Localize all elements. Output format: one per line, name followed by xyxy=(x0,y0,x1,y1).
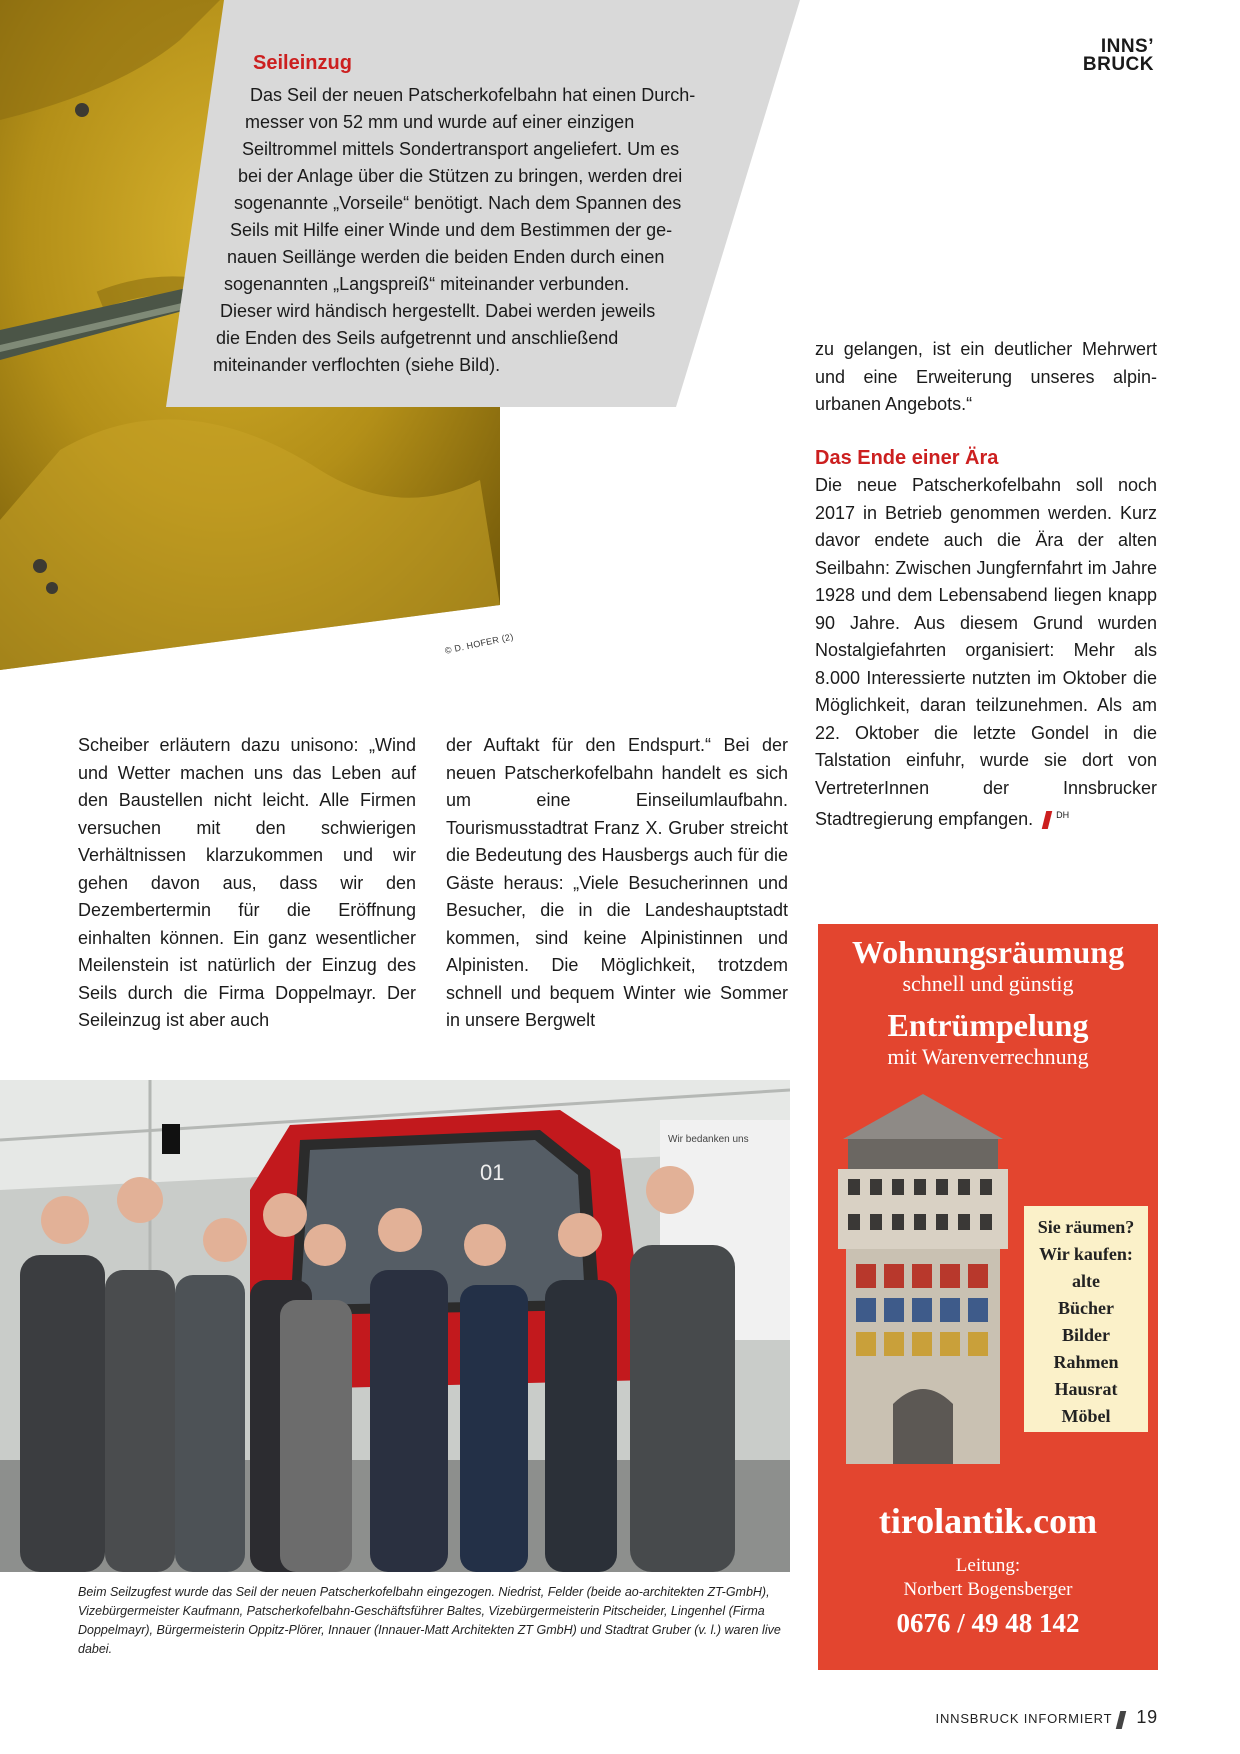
col3-section xyxy=(815,447,1157,834)
col3-text: Die neue Patscherkofelbahn soll noch 2017 in Betrieb genommen werden. Kurz davor endete auch die Ära der alten Seilbahn: Zwischen Jungfernfahrt im Jahre 1928 und dem Lebensabend liegen knapp 90 Jahre. Aus diesem Grund wurden Nostalgiefahrten organisiert: Mehr als 8.000 Interessierte nutzten im Oktober die Möglichkeit, daran teilzunehmen. Als am 22. Oktober die letzte Gondel in die Talstation einfuhr, wurde sie dort von VertreterInnen der Innsbrucker Stadtregierung empfangen. xyxy=(815,475,1157,829)
box-line: sogenannte „Vorseile“ benötigt. Nach dem Spannen des xyxy=(234,193,682,213)
box-line: nauen Seillänge werden die beiden Enden durch einen xyxy=(227,247,665,267)
tirolantik-ad[interactable] xyxy=(818,924,1158,1670)
ad-box-line: Hausrat xyxy=(1054,1379,1118,1399)
photo-credit: © D. HOFER (2) xyxy=(444,631,515,656)
box-line: Das Seil der neuen Patscherkofelbahn hat einen Durch- xyxy=(250,85,696,105)
box-line: die Enden des Seils aufgetrennt und anschließend xyxy=(216,328,619,348)
ad-box-line: Bilder xyxy=(1062,1325,1110,1345)
ad-box-line: Bücher xyxy=(1058,1298,1114,1318)
col1-text: Scheiber erläutern dazu unisono: „Wind und Wetter machen uns das Leben auf den Baustellen nicht leicht. Alle Firmen versuchen mit den schwierigen Verhältnissen klarzukommen und wir gehen davon aus, dass wir den Dezembertermin für die Eröffnung einhalten können. Ein ganz wesentlicher Meilenstein ist natürlich der Einzug des Seils durch die Firma Doppelmayr. Der Seileinzug ist aber auch xyxy=(78,735,416,1030)
ad-title-1: Wohnungsräumung xyxy=(851,934,1125,970)
ad-purchase-box xyxy=(1024,1206,1148,1432)
box-line: miteinander verflochten (siehe Bild). xyxy=(213,355,501,375)
group-photo xyxy=(0,1080,790,1572)
tower-illustration xyxy=(818,1084,1028,1464)
ad-box-line: Möbel xyxy=(1061,1406,1111,1426)
footer-divider-icon xyxy=(1116,1711,1126,1729)
box-line: bei der Anlage über die Stützen zu bringen, werden drei xyxy=(238,166,683,186)
ad-leitung-name: Norbert Bogensberger xyxy=(903,1579,1073,1600)
ad-subtitle-1: schnell und günstig xyxy=(902,971,1074,996)
ad-box-line: alte xyxy=(1072,1271,1100,1291)
ad-subtitle-2: mit Warenverrechnung xyxy=(887,1044,1089,1069)
ende-heading: Das Ende einer Ära xyxy=(815,447,999,469)
author-initials: DH xyxy=(1056,810,1070,820)
ad-box-line: Sie räumen? xyxy=(1037,1217,1135,1237)
photo-caption: Beim Seilzugfest wurde das Seil der neuen Patscherkofelbahn eingezogen. Niedrist, Felder (beide ao-architekten ZT-GmbH), Vizebürgermeister Kaufmann, Patscherkofelbahn-Geschäftsführer Baltes, Vizebürgermeisterin Pitscheider, Lingenhel (Firma Doppelmayr), Bürgermeisterin Oppitz-Plörer, Innauer (Innauer-Matt Architekten ZT GmbH) und Stadtrat Gruber (v. l.) waren live dabei. xyxy=(78,1585,781,1656)
innsbruck-logo: INNS’ BRUCK xyxy=(1082,36,1154,75)
seileinzug-heading: Seileinzug xyxy=(253,52,352,74)
ad-leitung-label: Leitung: xyxy=(955,1555,1021,1576)
box-line: messer von 52 mm und wurde auf einer einzigen xyxy=(245,112,635,132)
ad-box-line: Rahmen xyxy=(1053,1352,1119,1372)
end-mark-icon xyxy=(1042,811,1052,829)
box-line: Seils mit Hilfe einer Winde und dem Bestimmen der ge- xyxy=(230,220,673,240)
box-line: sogenannten „Langspreiß“ miteinander verbunden. xyxy=(224,274,630,294)
box-line: Dieser wird händisch hergestellt. Dabei werden jeweils xyxy=(220,301,656,321)
page-footer xyxy=(936,1707,1158,1729)
page-number: 19 xyxy=(1136,1707,1158,1727)
gondola-number: 01 xyxy=(480,1160,505,1185)
col2-text: der Auftakt für den Endspurt.“ Bei der neuen Patscherkofelbahn handelt es sich um eine Einseilumlaufbahn. Tourismusstadtrat Franz X. Gruber streicht die Bedeutung des Hausbergs auch für die Gäste heraus: „Viele Besucherinnen und Besucher, die in die Landeshauptstadt kommen, sind keine Alpinistinnen und Alpinisten. Die Möglichkeit, trotzdem schnell und bequem Winter wie Sommer in unsere Bergwelt xyxy=(446,735,788,1030)
ad-url-link[interactable]: tirolantik.com xyxy=(878,1501,1098,1541)
sign-text: Wir bedanken uns xyxy=(668,1134,749,1145)
ad-phone[interactable]: 0676 / 49 48 142 xyxy=(896,1608,1080,1638)
box-line: Seiltrommel mittels Sondertransport angeliefert. Um es xyxy=(242,139,680,159)
col3-intro: zu gelangen, ist ein deutlicher Mehrwert und eine Erweiterung unseres alpin-urbanen Angebots.“ xyxy=(815,339,1157,414)
ad-box-line: Wir kaufen: xyxy=(1039,1244,1133,1264)
ad-title-2: Entrümpelung xyxy=(887,1007,1089,1043)
publication-name: INNSBRUCK INFORMIERT xyxy=(935,1711,1113,1726)
